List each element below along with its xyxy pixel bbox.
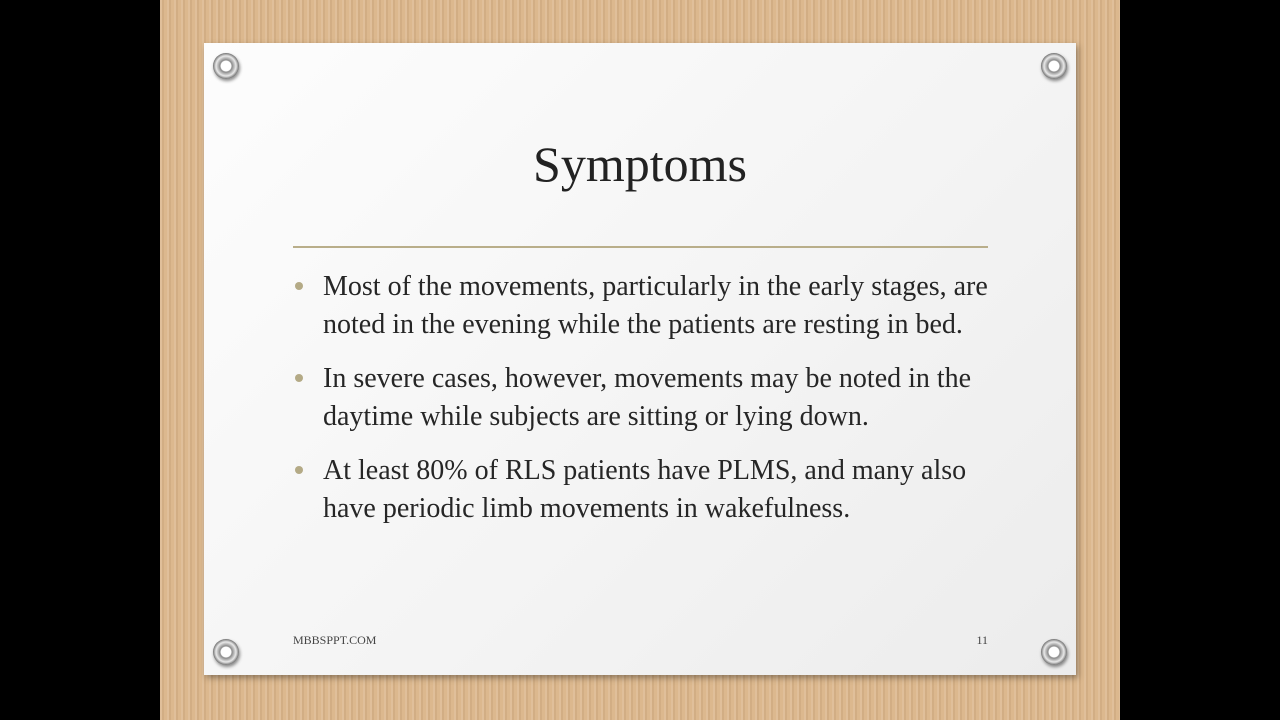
slide-footer: MBBSPPT.COM — [293, 633, 377, 647]
pin-icon — [1041, 639, 1067, 665]
pin-icon — [1041, 53, 1067, 79]
pin-icon — [213, 639, 239, 665]
bullet-text: In severe cases, however, movements may be noted in the daytime while subjects are sitting or lying down. — [323, 363, 972, 432]
list-item — [293, 360, 993, 436]
list-item — [293, 268, 993, 344]
title-divider — [293, 246, 988, 248]
page-number: 11 — [976, 633, 988, 647]
bullet-icon — [295, 466, 303, 474]
pin-icon — [213, 53, 239, 79]
slide-title: Symptoms — [533, 136, 747, 192]
list-item — [293, 452, 993, 528]
bullet-list — [293, 268, 993, 544]
bullet-icon — [295, 374, 303, 382]
bullet-icon — [295, 282, 303, 290]
bullet-text: Most of the movements, particularly in the early stages, are noted in the evening while the patients are resting in bed. — [323, 271, 988, 340]
bullet-text: At least 80% of RLS patients have PLMS, and many also have periodic limb movements in wakefulness. — [323, 455, 967, 524]
